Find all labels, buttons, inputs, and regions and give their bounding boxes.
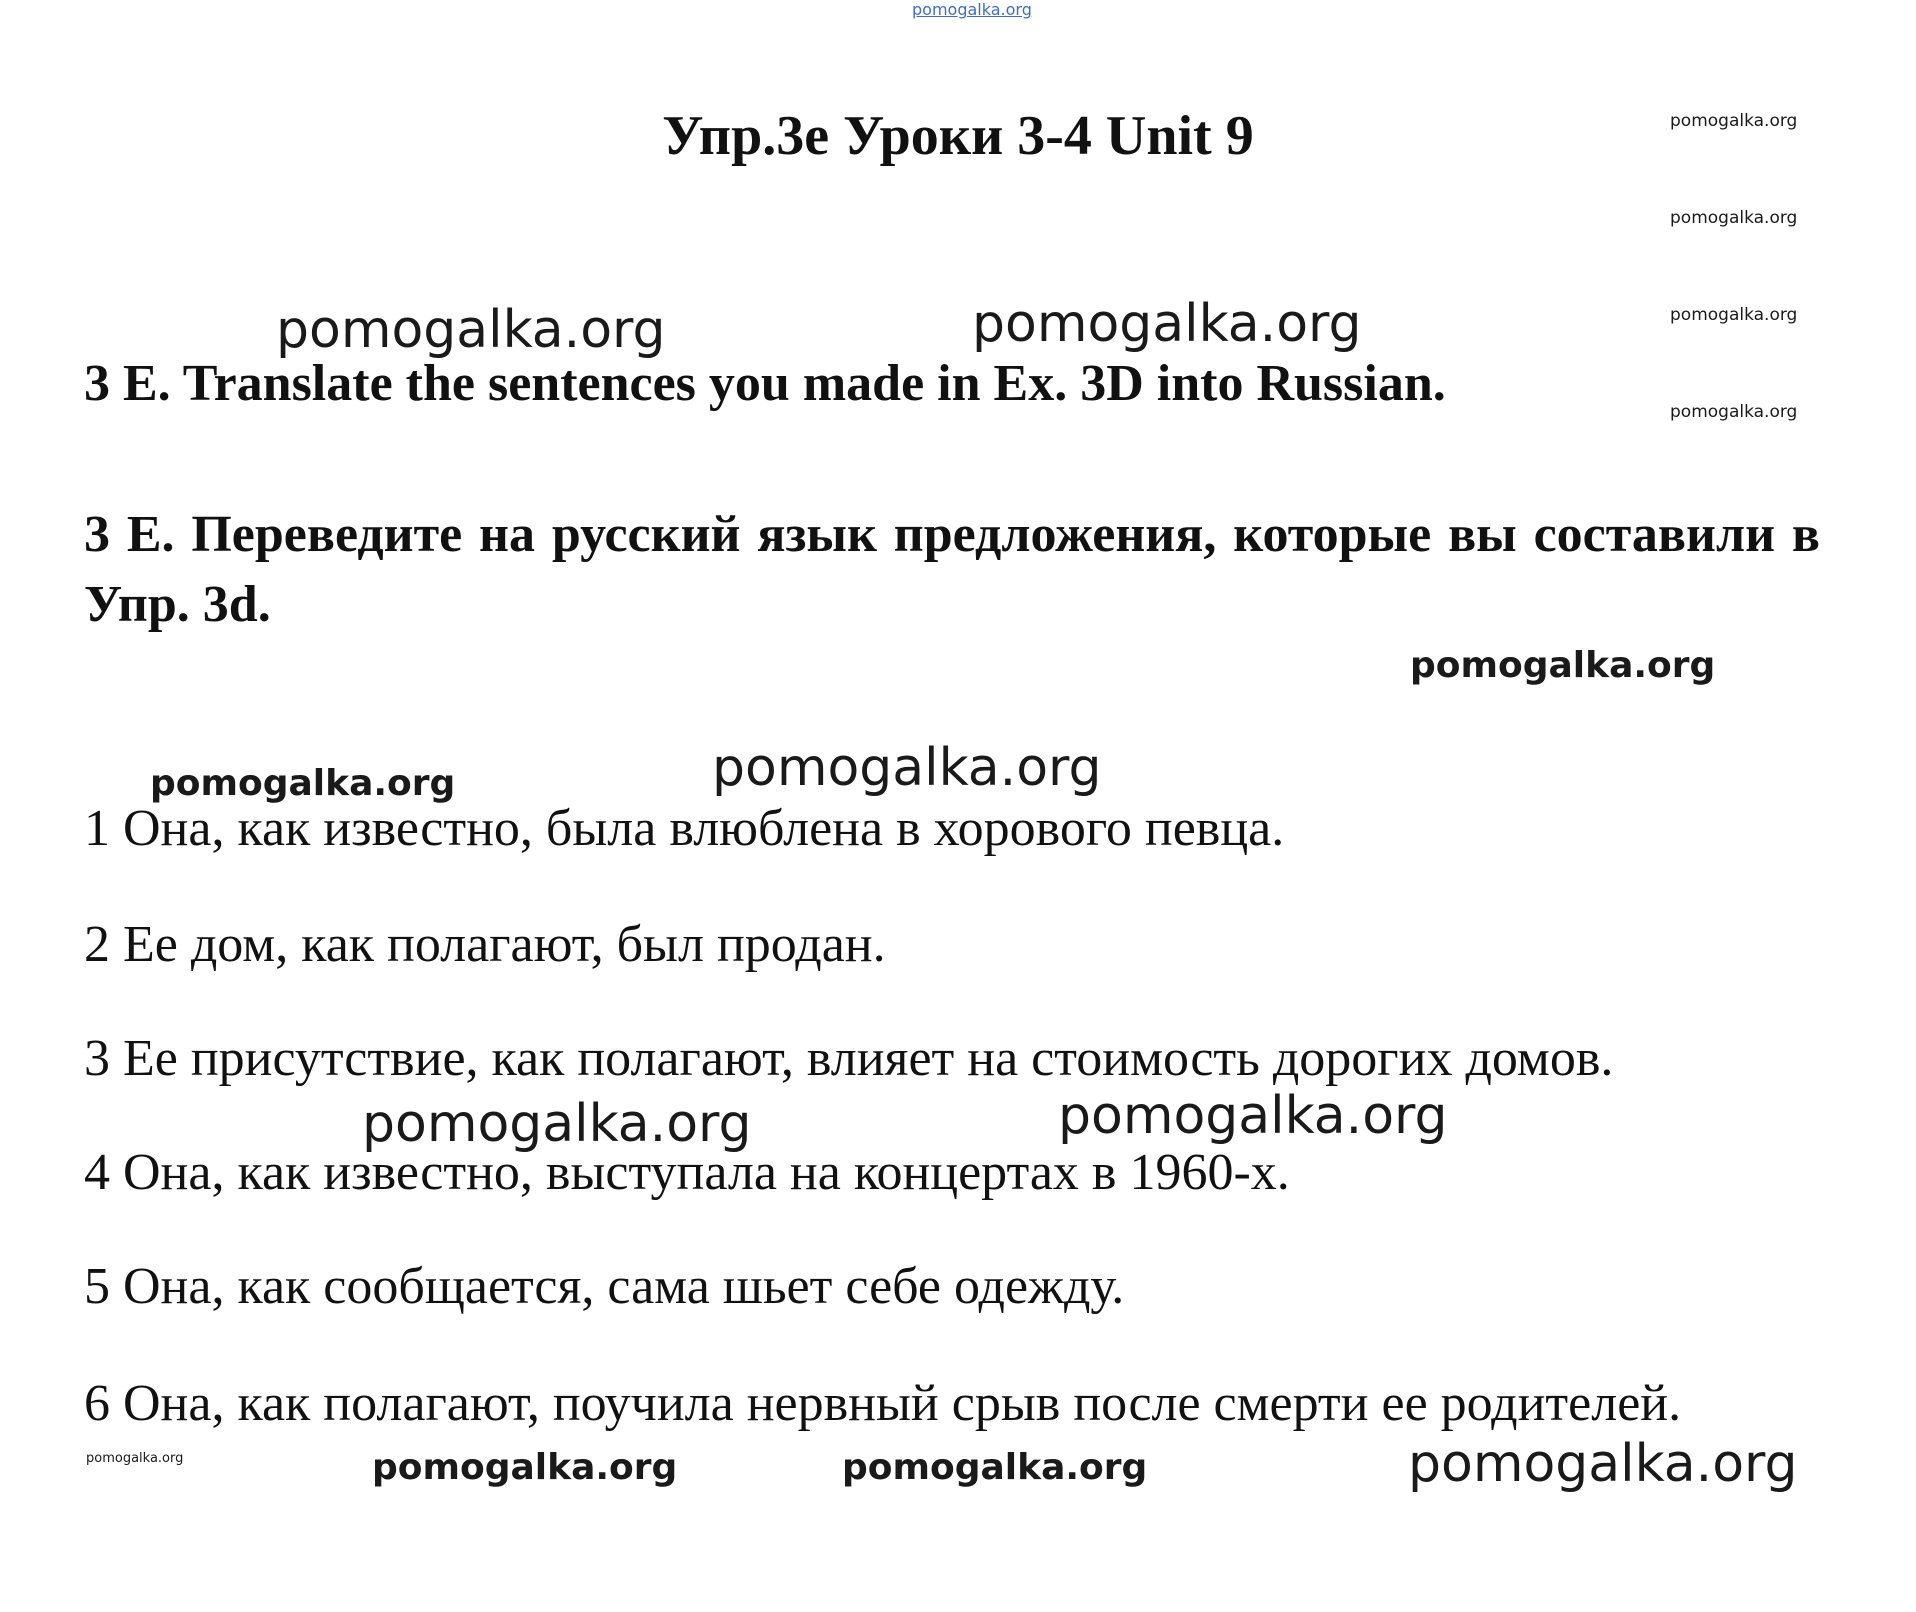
watermark-large: pomogalka.org [1058, 1086, 1448, 1146]
watermark-small: pomogalka.org [1670, 305, 1798, 325]
sentence-2: 2 Ее дом, как полагают, был продан. [84, 916, 886, 973]
watermark-tiny: pomogalka.org [86, 1451, 184, 1466]
sentence-1: 1 Она, как известно, была влюблена в хорового певца. [84, 800, 1285, 857]
watermark-medium: pomogalka.org [150, 763, 456, 804]
watermark-large: pomogalka.org [712, 738, 1102, 798]
task-instruction-english: 3 E. Translate the sentences you made in Ex. 3D into Russian. [84, 355, 1446, 412]
sentence-3: 3 Ее присутствие, как полагают, влияет на стоимость дорогих домов. [84, 1030, 1614, 1087]
page-title: Упр.3е Уроки 3-4 Unit 9 [662, 105, 1254, 167]
watermark-small: pomogalka.org [1670, 402, 1798, 422]
task-instruction-russian: 3 E. Переведите на русский язык предложения, которые вы составили в Упр. 3d. [84, 506, 1820, 633]
sentence-4: 4 Она, как известно, выступала на концертах в 1960-х. [84, 1144, 1290, 1201]
watermark-large: pomogalka.org [362, 1094, 752, 1154]
watermark-large: pomogalka.org [1408, 1434, 1798, 1494]
watermark-medium: pomogalka.org [372, 1447, 678, 1488]
watermark-medium: pomogalka.org [842, 1447, 1148, 1488]
watermark-small: pomogalka.org [1670, 208, 1798, 228]
watermark-large: pomogalka.org [972, 294, 1362, 354]
watermark-large: pomogalka.org [276, 300, 666, 360]
sentence-6: 6 Она, как полагают, поучила нервный срыв после смерти ее родителей. [84, 1375, 1682, 1432]
sentence-5: 5 Она, как сообщается, сама шьет себе одежду. [84, 1258, 1125, 1315]
watermark-medium: pomogalka.org [1410, 645, 1716, 686]
top-watermark-link[interactable]: pomogalka.org [912, 0, 1032, 19]
watermark-small: pomogalka.org [1670, 111, 1798, 131]
